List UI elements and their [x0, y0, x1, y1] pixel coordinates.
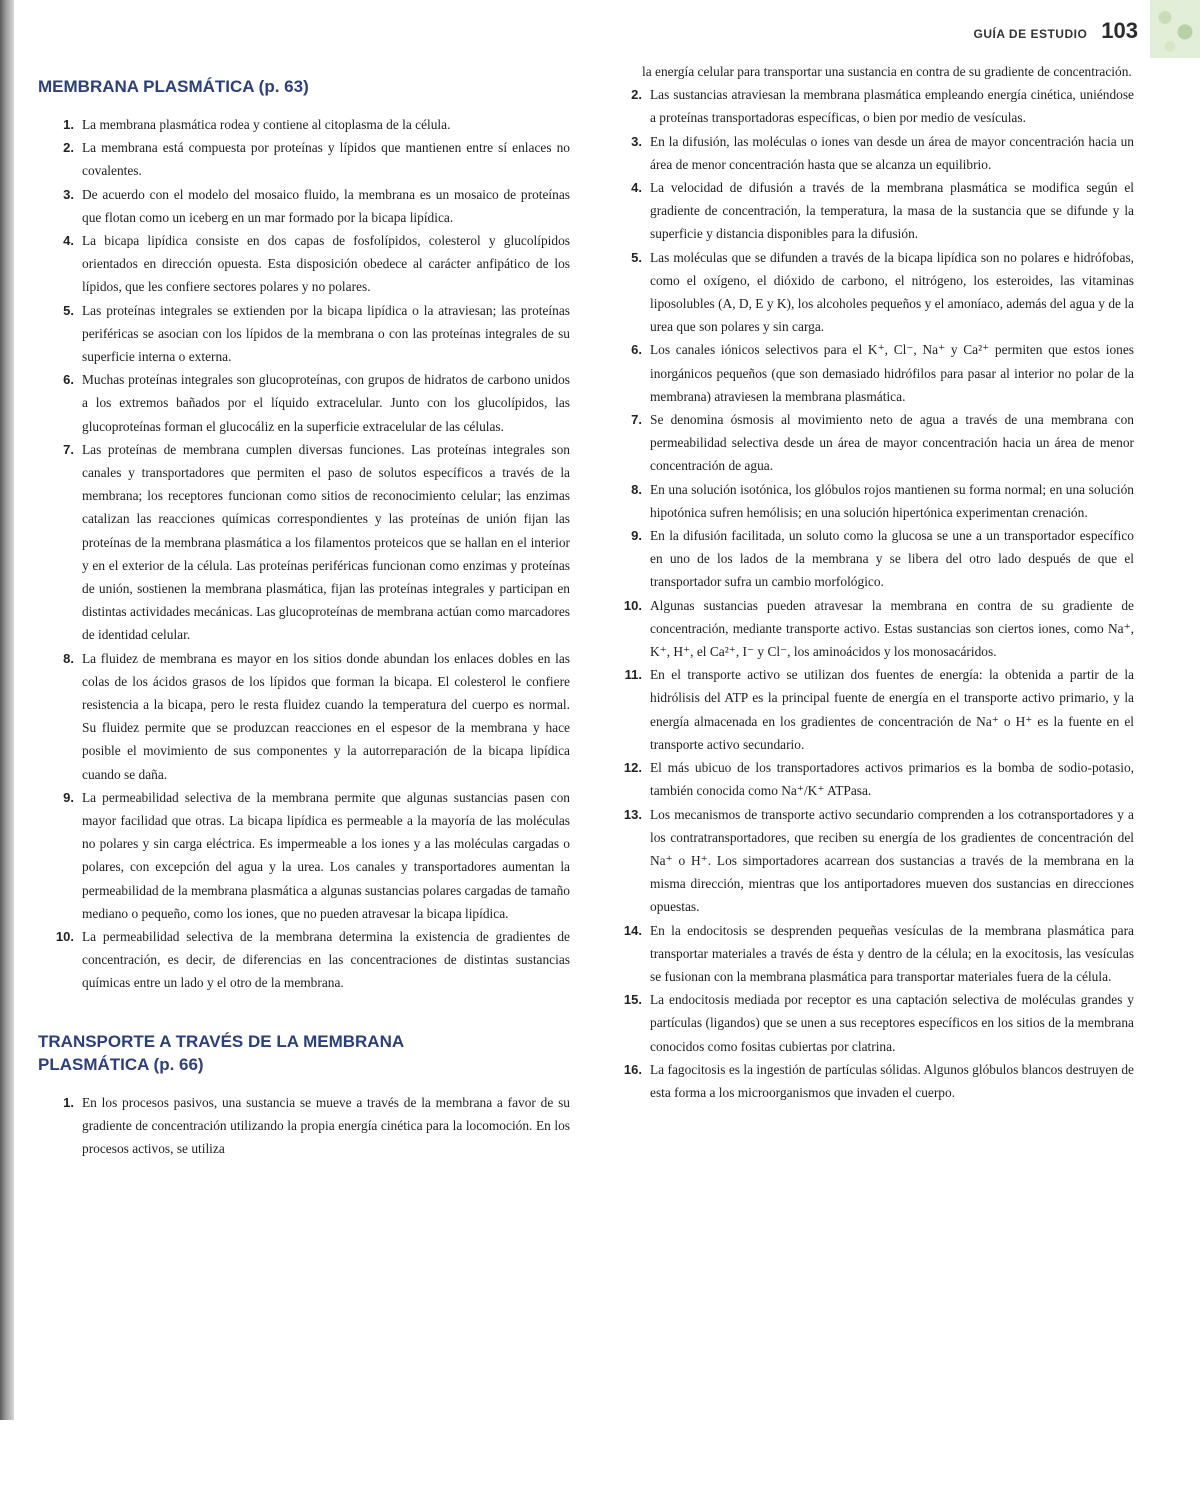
- section-title-membrana-plasmatica: MEMBRANA PLASMÁTICA (p. 63): [38, 77, 309, 96]
- item-text: La velocidad de difusión a través de la membrana plasmática se modifica según el gradiente de concentración, la temperatura, la masa de la sustancia que se difunde y la superficie y distancia disponibles para la difusión.: [650, 180, 1134, 242]
- right-column: [606, 60, 1134, 1104]
- item-text: En la difusión, las moléculas o iones van desde un área de mayor concentración hacia un área de menor concentración hasta que se alcanza un equilibrio.: [650, 133, 1134, 172]
- item-number: 5.: [631, 249, 642, 265]
- item-text: Se denomina ósmosis al movimiento neto de agua a través de una membrana con permeabilidad selectiva desde un área de mayor concentración hacia un área de menor concentración de agua.: [650, 412, 1134, 474]
- list-item: [606, 663, 1134, 756]
- item-text: En los procesos pasivos, una sustancia se mueve a través de la membrana a favor de su gradiente de concentración utilizando la propia energía cinética para la locomoción. En los procesos activos, se utiliza: [82, 1094, 570, 1156]
- list-item: [38, 438, 570, 647]
- item-text: Muchas proteínas integrales son glucoproteínas, con grupos de hidratos de carbono unidos a los extremos bañados por el líquido extracelular. Junto con los glucolípidos, las glucoproteínas forman el glucocáliz en la superficie extracelular de las células.: [82, 372, 570, 434]
- item-text: Las proteínas de membrana cumplen diversas funciones. Las proteínas integrales son canales y transportadores que permiten el paso de solutos específicos a través de la membrana; los receptores funcionan como sitios de reconocimiento celular; las enzimas catalizan las reacciones químicas correspondientes y las proteínas de unión fijan las proteínas de la membrana plasmática a los filamentos proteicos que se hallan en el interior y en el exterior de la célula. Las proteínas periféricas funcionan como enzimas y proteínas de unión, sostienen la membrana plasmática, fijan las proteínas integrales y participan en distintas actividades mecánicas. Las glucoproteínas de membrana actúan como marcadores de identidad celular.: [82, 441, 570, 643]
- item-number: 9.: [63, 789, 74, 805]
- list-item: [38, 786, 570, 925]
- item-text: La fagocitosis es la ingestión de partículas sólidas. Algunos glóbulos blancos destruyen de esta forma a los microorganismos que invaden el cuerpo.: [650, 1061, 1134, 1100]
- item-number: 2.: [631, 87, 642, 103]
- corner-thumbnail-image: [1150, 0, 1200, 58]
- list-item: [606, 524, 1134, 594]
- item-text: La permeabilidad selectiva de la membrana permite que algunas sustancias pasen con mayor facilidad que otras. La bicapa lipídica es permeable a la mayoría de las moléculas no polares y sin carga eléctrica. Es impermeable a los iones y a las moléculas cargadas o polares, con excepción del agua y la urea. Los canales y transportadores aumentan la permeabilidad de la membrana plasmática a algunas sustancias polares cargadas de tamaño mediano o pequeño, como los iones, que no pueden atravesar la bicapa lipídica.: [82, 789, 570, 921]
- item-number: 14.: [623, 922, 642, 938]
- list-item: [38, 368, 570, 438]
- list-item: [606, 1058, 1134, 1104]
- section-title-transporte: [38, 1031, 570, 1077]
- page-header: [974, 18, 1138, 44]
- item-text: En la difusión facilitada, un soluto como la glucosa se une a un transportador específico en uno de los lados de la membrana y se libera del otro lado después de que el transportador sufra un cambio morfológico.: [650, 528, 1134, 590]
- item-number: 6.: [631, 342, 642, 358]
- item-text: La bicapa lipídica consiste en dos capas de fosfolípidos, colesterol y glucolípidos orientados en dirección opuesta. Esta disposición obedece al carácter anfipático de los lípidos, que les confiere sectores polares y no polares.: [82, 232, 570, 295]
- list-item: [38, 136, 570, 182]
- item-number: 12.: [623, 760, 642, 776]
- list-item: [38, 299, 570, 369]
- item-text: En la endocitosis se desprenden pequeñas vesículas de la membrana plasmática para transportar materiales a través de ésta y dentro de la célula; en la exocitosis, las vesículas se fusionan con la membrana plasmática para transportar materiales fuera de la célula.: [650, 922, 1134, 984]
- item-number: 1.: [63, 1094, 74, 1110]
- page-number: 103: [1101, 18, 1138, 43]
- item-number: 2.: [63, 140, 74, 156]
- item-number: 5.: [63, 302, 74, 318]
- list-item-continuation: [606, 60, 1134, 83]
- item-text: Las proteínas integrales se extienden por la bicapa lipídica o la atraviesan; las proteínas periféricas se asocian con los lípidos de la membrana o con las proteínas integrales de su superficie interna o externa.: [82, 302, 570, 364]
- list-item: [606, 130, 1134, 176]
- item-text: Los canales iónicos selectivos para el K⁺, Cl⁻, Na⁺ y Ca²⁺ permiten que estos iones inorgánicos pequeños (que son demasiado hidrófilos para pasar al interior no polar de la membrana) atraviesen la membrana plasmática.: [650, 342, 1134, 404]
- section-title-line-2: PLASMÁTICA (p. 66): [38, 1054, 204, 1074]
- item-text: Las sustancias atraviesan la membrana plasmática empleando energía cinética, uniéndose a proteínas transportadoras específicas, o bien por medio de vesículas.: [650, 87, 1134, 126]
- list-item: [606, 988, 1134, 1058]
- list-item: [606, 803, 1134, 919]
- item-number: 4.: [63, 232, 74, 248]
- list-item: [606, 83, 1134, 129]
- item-number: 11.: [624, 667, 642, 683]
- item-number: 7.: [631, 412, 642, 428]
- left-column: [38, 60, 570, 1160]
- item-number: 10.: [623, 597, 642, 613]
- list-item: [606, 594, 1134, 664]
- item-text: Los mecanismos de transporte activo secundario comprenden a los cotransportadores y a los contratransportadores, que reciben su energía de los gradientes de concentración del Na⁺ o H⁺. Los simportadores acarrean dos sustancias a través de la membrana en la misma dirección, mientras que los antiportadores mueven dos sustancias en direcciones opuestas.: [650, 806, 1134, 915]
- item-number: 15.: [623, 992, 642, 1008]
- item-number: 8.: [631, 481, 642, 497]
- item-text: En una solución isotónica, los glóbulos rojos mantienen su forma normal; en una solución hipotónica sufren hemólisis; en una solución hipertónica experimentan crenación.: [650, 481, 1134, 520]
- item-number: 9.: [631, 528, 642, 544]
- running-head: GUÍA DE ESTUDIO: [973, 27, 1088, 41]
- list-item: [606, 176, 1134, 246]
- list-item: [38, 925, 570, 995]
- list-item: [38, 183, 570, 229]
- list-item: [606, 338, 1134, 408]
- list-item: [606, 919, 1134, 989]
- scan-edge-shadow: [0, 0, 14, 1420]
- section2-list: [38, 1091, 570, 1161]
- item-number: 3.: [63, 186, 74, 202]
- item-text: La fluidez de membrana es mayor en los sitios donde abundan los enlaces dobles en las colas de los ácidos grasos de los lípidos que forman la bicapa. El colesterol le confiere resistencia a la bicapa, pero le resta fluidez cuando la temperatura del cuerpo es normal. Su fluidez permite que se produzcan reacciones en el espesor de la membrana y hace posible el movimiento de sus componentes y la autorreparación de la bicapa lipídica cuando se daña.: [82, 650, 570, 782]
- list-item: [38, 647, 570, 786]
- list-item: [38, 1091, 570, 1161]
- list-item: [38, 113, 570, 136]
- section1-list: [38, 113, 570, 995]
- item-number: 4.: [631, 180, 642, 196]
- item-text: En el transporte activo se utilizan dos fuentes de energía: la obtenida a partir de la hidrólisis del ATP es la principal fuente de energía en el transporte activo primario, y la energía almacenada en los gradientes de concentración de Na⁺ o H⁺ es la fuente en el transporte activo secundario.: [650, 667, 1134, 752]
- item-number: 13.: [623, 806, 642, 822]
- item-text: La membrana está compuesta por proteínas y lípidos que mantienen entre sí enlaces no covalentes.: [82, 140, 570, 179]
- item-number: 1.: [63, 116, 74, 132]
- item-number: 3.: [631, 133, 642, 149]
- section2-list-continued: [606, 60, 1134, 1104]
- list-item: [606, 408, 1134, 478]
- item-number: 8.: [63, 650, 74, 666]
- item-text: La permeabilidad selectiva de la membrana determina la existencia de gradientes de concentración, es decir, de diferencias en las concentraciones de distintas sustancias químicas entre un lado y el otro de la membrana.: [82, 929, 570, 991]
- item-text: De acuerdo con el modelo del mosaico fluido, la membrana es un mosaico de proteínas que flotan como un iceberg en un mar formado por la bicapa lipídica.: [82, 186, 570, 225]
- item-number: 10.: [55, 929, 74, 945]
- section-title-line-1: TRANSPORTE A TRAVÉS DE LA MEMBRANA: [38, 1031, 405, 1051]
- item-number: 16.: [623, 1061, 642, 1077]
- item-text: Algunas sustancias pueden atravesar la membrana en contra de su gradiente de concentración, mediante transporte activo. Estas sustancias son ciertos iones, como Na⁺, K⁺, H⁺, el Ca²⁺, I⁻ y Cl⁻, los aminoácidos y los monosacáridos.: [650, 597, 1134, 660]
- item-text: La membrana plasmática rodea y contiene al citoplasma de la célula.: [82, 116, 451, 132]
- item-text: La endocitosis mediada por receptor es una captación selectiva de moléculas grandes y partículas (ligandos) que se unen a sus receptores específicos en los sitios de la membrana conocidos como fositas cubiertas por clatrina.: [650, 992, 1134, 1054]
- item-number: 6.: [63, 372, 74, 388]
- list-item: [38, 229, 570, 299]
- list-item: [606, 246, 1134, 339]
- item-text: El más ubicuo de los transportadores activos primarios es la bomba de sodio-potasio, también conocida como Na⁺/K⁺ ATPasa.: [650, 760, 1134, 799]
- item-number: 7.: [63, 441, 74, 457]
- item-text: la energía celular para transportar una sustancia en contra de su gradiente de concentración.: [642, 64, 1132, 79]
- list-item: [606, 478, 1134, 524]
- item-text: Las moléculas que se difunden a través de la bicapa lipídica son no polares e hidrófobas, como el oxígeno, el dióxido de carbono, el nitrógeno, los esteroides, las vitaminas liposolubles (A, D, E y K), los alcoholes pequeños y el amoníaco, además del agua y de la urea que son polares y sin carga.: [650, 249, 1134, 335]
- list-item: [606, 756, 1134, 802]
